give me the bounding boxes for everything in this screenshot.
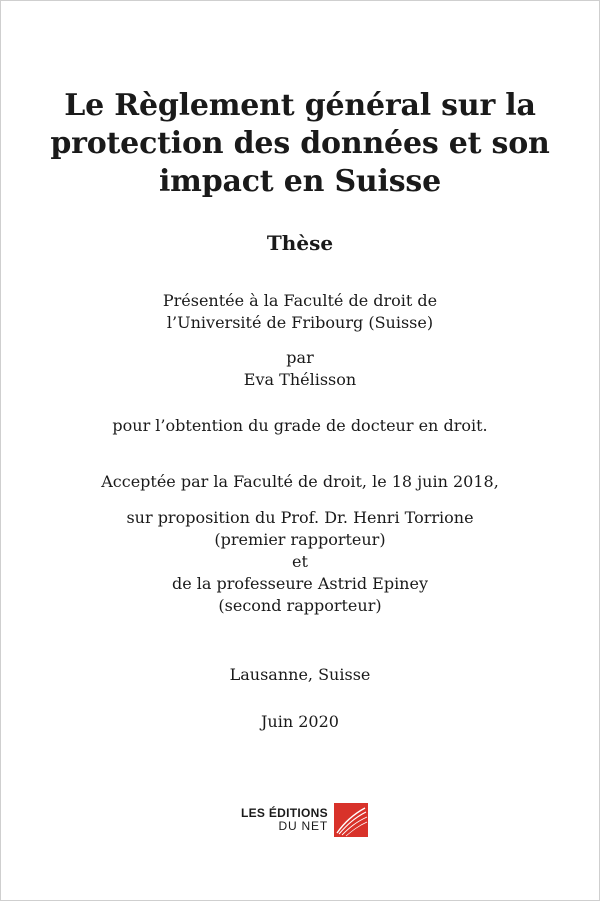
publisher-name-line-2: DU NET — [278, 819, 328, 833]
publisher-mark-icon — [334, 803, 368, 837]
referee-line-5: (second rapporteur) — [218, 596, 382, 615]
referee-line-4: de la professeure Astrid Epiney — [172, 574, 428, 593]
referees-block — [1, 507, 599, 617]
referee-line-2: (premier rapporteur) — [214, 530, 386, 549]
presentation-block — [1, 290, 599, 334]
purpose-text: pour l’obtention du grade de docteur en droit. — [112, 416, 488, 435]
title-line-3: impact en Suisse — [158, 164, 441, 199]
author-by: par — [286, 348, 314, 367]
publisher-name — [241, 807, 328, 833]
presentation-line-2: l’Université de Fribourg (Suisse) — [166, 313, 434, 332]
author-block — [1, 347, 599, 391]
thesis-title — [1, 87, 599, 201]
title-line-1: Le Règlement général sur la — [64, 88, 536, 123]
title-line-2: protection des données et son — [50, 126, 550, 161]
author-name: Eva Thélisson — [243, 370, 357, 389]
place-text: Lausanne, Suisse — [229, 665, 371, 684]
publisher-name-line-1: LES ÉDITIONS — [241, 806, 328, 820]
publisher-logo — [241, 803, 368, 837]
presentation-line-1: Présentée à la Faculté de droit de — [162, 291, 438, 310]
referee-line-1: sur proposition du Prof. Dr. Henri Torrione — [126, 508, 474, 527]
acceptance-text: Acceptée par la Faculté de droit, le 18 juin 2018, — [101, 472, 499, 491]
date-text: Juin 2020 — [261, 712, 339, 731]
referee-line-3: et — [292, 552, 308, 571]
thesis-subtitle: Thèse — [266, 231, 334, 255]
